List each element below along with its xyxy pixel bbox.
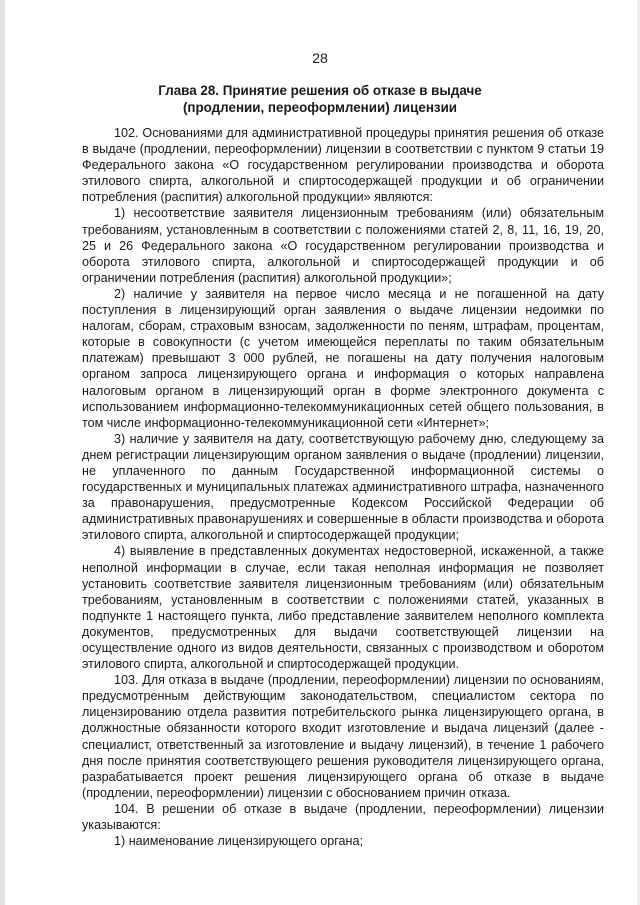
chapter-title — [110, 82, 530, 116]
paragraph-102-item-1: 1) несоответствие заявителя лицензионным требованиям (или) обязательным требованиям, установленным в соответствии с положениями статей 2, 8, 11, 16, 19, 20, 25 и 26 Федерального закона «О государственном регулировании производства и оборота этилового спирта, алкогольной и спиртосодержащей продукции и об ограничении потребления (распития) алкогольной продукции»; — [82, 206, 604, 285]
paragraph-102-item-3: 3) наличие у заявителя на дату, соответствующую рабочему дню, следующему за днем регистрации лицензирующим органом заявления о выдаче (продлении) лицензии, не уплаченного по данным Государственной информационной системы о государственных и муниципальных платежах административного штрафа, назначенного за правонарушения, предусмотренные Кодексом Российской Федерации об административных правонарушениях и совершенные в области производства и оборота этилового спирта, алкогольной и спиртосодержащей продукции; — [82, 431, 604, 543]
paragraph-104: 104. В решении об отказе в выдаче (продлении, переоформлении) лицензии указываются: — [82, 801, 604, 833]
chapter-title-line-2: (продлении, переоформлении) лицензии — [182, 100, 458, 115]
paragraph-102-item-2: 2) наличие у заявителя на первое число месяца и не погашенной на дату поступления в лицензирующий орган заявления о выдаче лицензии недоимки по налогам, сборам, страховым взносам, задолженности по пеням, штрафам, процентам, которые в совокупности (с учетом имеющейся переплаты по таким обязательным платежам) превышают 3 000 рублей, не погашены на дату получения налоговым органом запроса лицензирующего органа и информация о которых направлена налоговым органом в лицензирующий орган в форме электронного документа с использованием информационно-телекоммуникационных сетей общего пользования, в том числе информационно-телекоммуникационной сети «Интернет»; — [82, 286, 604, 430]
page-number: 28 — [312, 50, 328, 66]
paragraph-103: 103. Для отказа в выдаче (продлении, переоформлении) лицензии по основаниям, предусмотренным действующим законодательством, специалистом сектора по лицензированию отдела развития потребительского рынка лицензирующего органа, в должностные обязанности которого входит изготовление и выдача лицензий (далее - специалист, ответственный за изготовление и выдачу лицензий), в течение 1 рабочего дня после принятия соответствующего решения руководителя лицензирующего органа, разрабатывается проект решения лицензирующего органа об отказе в выдаче (продлении, переоформлении) лицензии с обоснованием причин отказа. — [82, 673, 604, 800]
paragraph-102: 102. Основаниями для административной процедуры принятия решения об отказе в выдаче (продлении, переоформлении) лицензии в соответствии с пунктом 9 статьи 19 Федерального закона «О государственном регулировании производства и оборота этилового спирта, алкогольной и спиртосодержащей продукции и об ограничении потребления (распития) алкогольной продукции» являются: — [82, 126, 604, 205]
paragraph-104-item-1: 1) наименование лицензирующего органа; — [114, 834, 364, 849]
chapter-title-line-1: Глава 28. Принятие решения об отказе в выдаче — [158, 83, 482, 98]
paragraph-102-item-4: 4) выявление в представленных документах недостоверной, искаженной, а также неполной информации в случае, если такая неполная информация не позволяет установить соответствие заявителя лицензионным требованиям (или) обязательным требованиям, установленным в соответствии с положениями статей, указанных в подпункте 1 настоящего пункта, либо представление заявителем неполного комплекта документов, предусмотренных для выдачи соответствующей лицензии на осуществление одного из видов деятельности, связанных с производством и оборотом этилового спирта, алкогольной и спиртосодержащей продукции. — [82, 544, 604, 672]
document-body — [82, 125, 604, 849]
scan-left-edge — [0, 0, 5, 905]
